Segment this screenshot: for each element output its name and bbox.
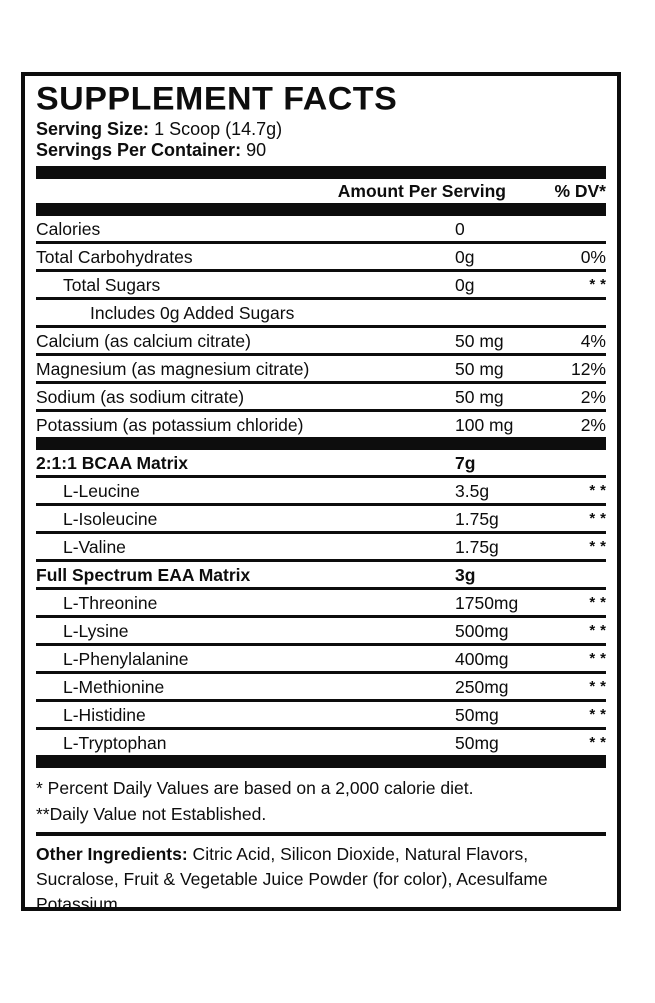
row-dv: ** [589, 734, 611, 751]
row-dv: ** [589, 510, 611, 527]
row-amount: 50 mg [455, 387, 504, 407]
thin-divider [36, 832, 606, 836]
facts-row [36, 328, 606, 356]
row-amount: 1.75g [455, 537, 499, 557]
row-amount: 250mg [455, 677, 509, 697]
column-headers [36, 179, 606, 203]
row-name: Total Carbohydrates [36, 247, 193, 267]
footnote-dv-not-established: **Daily Value not Established. [36, 804, 267, 824]
row-amount: 50 mg [455, 359, 504, 379]
facts-row [36, 384, 606, 412]
other-ingredients-label: Other Ingredients: [36, 844, 188, 864]
facts-row [36, 702, 611, 730]
row-name: Magnesium (as magnesium citrate) [36, 359, 310, 379]
row-name: L-Phenylalanine [63, 649, 189, 669]
row-dv: 0% [580, 247, 606, 267]
row-amount: 7g [455, 453, 476, 473]
panel-title: SUPPLEMENT FACTS [36, 81, 398, 118]
row-dv: ** [589, 594, 611, 611]
row-dv: ** [589, 538, 611, 555]
row-dv: 4% [580, 331, 606, 351]
servings-per-container-label: Servings Per Container: [36, 140, 242, 160]
facts-row [36, 300, 606, 328]
row-name: Sodium (as sodium citrate) [36, 387, 245, 407]
facts-row [36, 356, 606, 384]
row-amount: 50mg [455, 705, 499, 725]
row-name: Total Sugars [63, 275, 161, 295]
row-dv: ** [589, 678, 611, 695]
facts-row [36, 244, 606, 272]
facts-row [36, 590, 611, 618]
thick-divider [36, 755, 606, 768]
row-name: 2:1:1 BCAA Matrix [36, 453, 189, 473]
row-dv: ** [589, 650, 611, 667]
facts-row [36, 562, 606, 590]
row-name: L-Histidine [63, 705, 146, 725]
servings-per-container-value: 90 [246, 140, 267, 160]
serving-size-line [36, 119, 606, 140]
row-dv: ** [589, 276, 611, 293]
footnotes [36, 775, 606, 827]
thick-divider [36, 437, 606, 450]
supplement-facts-panel [21, 72, 621, 914]
row-name: Potassium (as potassium chloride) [36, 415, 304, 435]
facts-row [36, 216, 606, 244]
row-dv: 2% [580, 415, 606, 435]
row-name: Calcium (as calcium citrate) [36, 331, 251, 351]
row-amount: 500mg [455, 621, 509, 641]
row-name: L-Threonine [63, 593, 158, 613]
row-name: L-Isoleucine [63, 509, 158, 529]
row-name: L-Leucine [63, 481, 140, 501]
row-dv: 2% [580, 387, 606, 407]
facts-row [36, 478, 611, 506]
serving-size-value: 1 Scoop (14.7g) [154, 119, 283, 139]
facts-rows [36, 216, 611, 768]
facts-row [36, 272, 611, 300]
row-amount: 50mg [455, 733, 499, 753]
row-amount: 0 [455, 219, 465, 239]
facts-row [36, 506, 611, 534]
facts-row [36, 618, 611, 646]
row-amount: 100 mg [455, 415, 514, 435]
facts-row [36, 730, 611, 755]
row-name: L-Tryptophan [63, 733, 167, 753]
other-ingredients-text: Citric Acid, Silicon Dioxide, Natural Flavors, Sucralose, Fruit & Vegetable Juice Powder (for color), Acesulfame Potassium [36, 844, 548, 914]
row-dv: 12% [570, 359, 606, 379]
thick-divider [36, 166, 606, 179]
other-ingredients [36, 842, 606, 917]
row-dv: ** [589, 482, 611, 499]
serving-size-label: Serving Size: [36, 119, 150, 139]
facts-row [36, 412, 606, 437]
facts-row [36, 674, 611, 702]
facts-row [36, 534, 611, 562]
row-amount: 3.5g [455, 481, 490, 501]
facts-row [36, 450, 606, 478]
row-amount: 0g [455, 275, 475, 295]
row-amount: 400mg [455, 649, 509, 669]
row-dv: ** [589, 706, 611, 723]
column-header-amount: Amount Per Serving [337, 181, 506, 201]
servings-per-container-line [36, 140, 606, 161]
row-name: Includes 0g Added Sugars [90, 303, 295, 323]
row-amount: 1750mg [455, 593, 519, 613]
row-name: L-Valine [63, 537, 126, 557]
row-name: Full Spectrum EAA Matrix [36, 565, 251, 585]
thick-divider [36, 203, 606, 216]
column-header-dv: % DV* [554, 181, 606, 201]
row-amount: 0g [455, 247, 475, 267]
row-dv: ** [589, 622, 611, 639]
row-amount: 3g [455, 565, 476, 585]
row-name: Calories [36, 219, 101, 239]
row-amount: 1.75g [455, 509, 499, 529]
row-name: L-Methionine [63, 677, 165, 697]
footnote-daily-values: * Percent Daily Values are based on a 2,000 calorie diet. [36, 778, 474, 798]
row-name: L-Lysine [63, 621, 129, 641]
row-amount: 50 mg [455, 331, 504, 351]
facts-row [36, 646, 611, 674]
